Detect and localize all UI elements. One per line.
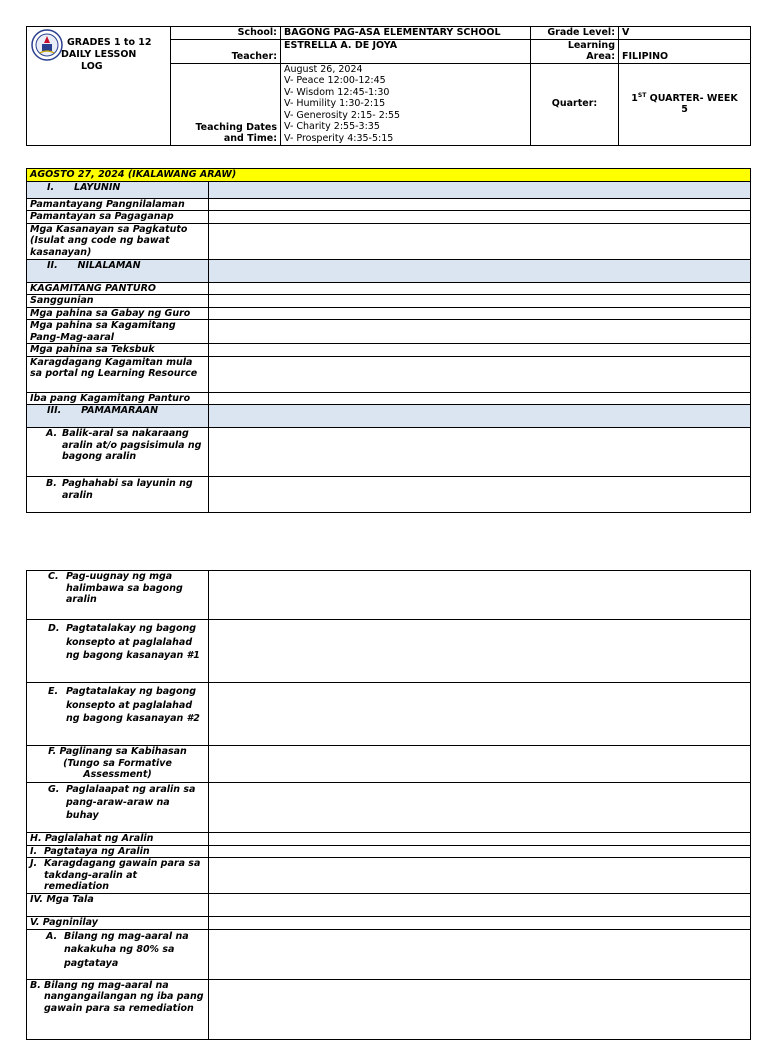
row-sanggunian: Sanggunian: [27, 295, 209, 308]
cell-pamantayang-pangnilalaman[interactable]: [209, 198, 751, 211]
cell-pagtatalakay-2[interactable]: [209, 683, 751, 746]
cell-karagdagang-gawain[interactable]: [209, 858, 751, 894]
schedule-line: V- Humility 1:30-2:15: [284, 98, 386, 109]
schedule-cell: [281, 63, 531, 145]
cell-pagtatalakay-1[interactable]: [209, 620, 751, 683]
schedule-line: V- Peace 12:00-12:45: [284, 75, 386, 86]
header-title-line: DAILY LESSON: [61, 49, 137, 60]
section-layunin-content: [209, 181, 751, 198]
row-kagamitang-panturo: KAGAMITANG PANTURO: [27, 282, 209, 295]
learning-area-value: FILIPINO: [619, 39, 751, 63]
learning-area-label-line: Area:: [586, 51, 615, 62]
schedule-line: V- Prosperity 4:35-5:15: [284, 132, 394, 144]
item-text: Pagtataya ng Aralin: [44, 845, 150, 857]
item-letter: J.: [30, 858, 38, 869]
item-text: Pag-uugnay ng mga halimbawa sa bagong aralin: [66, 571, 183, 605]
section-nilalaman: [27, 259, 209, 282]
row-gabay-ng-guro: Mga pahina sa Gabay ng Guro: [27, 307, 209, 320]
header-title-cell: [27, 27, 171, 146]
item-text: Bilang ng mag-aaral na nangangailangan ng iba pang gawain para sa remediation: [44, 979, 204, 1014]
section-number: II.: [47, 259, 58, 271]
row-pagtatalakay-1: [27, 620, 209, 683]
section-title: NILALAMAN: [77, 259, 141, 271]
cell-bilang-remediation[interactable]: [209, 979, 751, 1039]
teacher-label: Teacher:: [171, 39, 281, 63]
row-mga-tala: IV. Mga Tala: [27, 894, 209, 917]
cell-gabay-ng-guro[interactable]: [209, 307, 751, 320]
row-mga-kasanayan: Mga Kasanayan sa Pagkatuto (Isulat ang code ng bawat kasanayan): [27, 223, 209, 259]
item-letter: C.: [48, 571, 59, 582]
quarter-value: [619, 63, 751, 145]
row-teksbuk: Mga pahina sa Teksbuk: [27, 344, 209, 357]
grade-level-value: V: [619, 27, 751, 40]
quarter-superscript: ST: [637, 91, 647, 99]
row-paglalahat: H. Paglalahat ng Aralin: [27, 833, 209, 846]
cell-mga-tala[interactable]: [209, 894, 751, 917]
row-karagdagang-gawain: [27, 858, 209, 894]
cell-pag-uugnay[interactable]: [209, 571, 751, 620]
item-letter: A.: [46, 428, 58, 439]
header-title-line: GRADES 1 to 12: [67, 37, 152, 48]
item-letter: G.: [48, 784, 60, 795]
row-pagninilay: V. Pagninilay: [27, 917, 209, 930]
school-label: School:: [171, 27, 281, 40]
section-nilalaman-content: [209, 259, 751, 282]
cell-paglalahat[interactable]: [209, 833, 751, 846]
item-letter: I.: [30, 845, 38, 857]
item-letter: B.: [46, 478, 57, 489]
section-pamamaraan: [27, 405, 209, 428]
row-bilang-remediation: [27, 979, 209, 1039]
header-title: [61, 37, 159, 73]
item-text: Karagdagang gawain para sa takdang-aralin at remediation: [44, 858, 201, 892]
grade-level-label: Grade Level:: [531, 27, 619, 40]
row-pagtataya: [27, 845, 209, 858]
item-letter: A.: [46, 930, 58, 942]
item-text: Paghahabi sa layunin ng aralin: [62, 478, 193, 501]
item-text: Bilang ng mag-aaral na nakakuha ng 80% sa pagtataya: [64, 930, 189, 969]
cell-paglalaapat[interactable]: [209, 783, 751, 833]
section-number: III.: [47, 405, 62, 416]
row-iba-pang-kagamitan: Iba pang Kagamitang Panturo: [27, 392, 209, 405]
item-text: Pagtatalakay ng bagong konsepto at paglalahad ng bagong kasanayan #1: [66, 623, 200, 661]
teaching-dates-label-line: Teaching Dates: [195, 121, 277, 133]
cell-mga-kasanayan[interactable]: [209, 223, 751, 259]
item-text: Pagtatalakay ng bagong konsepto at paglalahad ng bagong kasanayan #2: [66, 686, 200, 724]
cell-sanggunian[interactable]: [209, 295, 751, 308]
cell-karagdagang-kagamitan[interactable]: [209, 356, 751, 392]
school-value: BAGONG PAG-ASA ELEMENTARY SCHOOL: [281, 27, 531, 40]
quarter-label: Quarter:: [531, 63, 619, 145]
item-text: Balik-aral sa nakaraang aralin at/o pagsisimula ng bagong aralin: [62, 428, 202, 462]
row-paglinang: F. Paglinang sa Kabihasan (Tungo sa Formative Assessment): [27, 746, 209, 783]
section-pamamaraan-content: [209, 405, 751, 428]
lesson-table-2: [26, 570, 751, 1040]
header-table: [26, 26, 751, 146]
cell-pamantayan-pagaganap[interactable]: [209, 211, 751, 224]
row-bilang-80: [27, 929, 209, 979]
lesson-table-1: [26, 168, 751, 513]
cell-bilang-80[interactable]: [209, 929, 751, 979]
item-letter: E.: [48, 686, 59, 697]
header-title-line: LOG: [81, 61, 103, 72]
cell-balik-aral[interactable]: [209, 428, 751, 477]
quarter-number: 1: [631, 92, 638, 104]
row-pamantayan-pagaganap: Pamantayan sa Pagaganap: [27, 211, 209, 224]
item-letter: D.: [48, 623, 60, 634]
section-layunin: [27, 181, 209, 198]
schedule-line: V- Wisdom 12:45-1:30: [284, 86, 390, 98]
learning-area-label-line: Learning: [567, 39, 615, 51]
row-balik-aral: [27, 428, 209, 477]
teacher-value: ESTRELLA A. DE JOYA: [281, 39, 531, 63]
cell-paglinang[interactable]: [209, 746, 751, 783]
row-pagtatalakay-2: [27, 683, 209, 746]
cell-teksbuk[interactable]: [209, 344, 751, 357]
teaching-dates-label-line: and Time:: [223, 133, 277, 144]
quarter-week: 5: [681, 104, 688, 115]
cell-kagamitang-mag-aaral[interactable]: [209, 320, 751, 344]
cell-paghahabi[interactable]: [209, 477, 751, 513]
section-number: I.: [47, 181, 55, 193]
row-pag-uugnay: [27, 571, 209, 620]
section-title: PAMAMARAAN: [81, 405, 159, 416]
cell-pagtataya[interactable]: [209, 845, 751, 858]
row-paglalaapat: [27, 783, 209, 833]
schedule-line: V- Charity 2:55-3:35: [284, 121, 380, 132]
item-letter: B.: [30, 979, 41, 991]
row-pamantayang-pangnilalaman: Pamantayang Pangnilalaman: [27, 198, 209, 211]
schedule-line: V- Generosity 2:15- 2:55: [284, 109, 401, 121]
section-title: LAYUNIN: [74, 181, 121, 193]
row-karagdagang-kagamitan: Karagdagang Kagamitan mula sa portal ng Learning Resource: [27, 356, 209, 392]
cell-pagninilay[interactable]: [209, 917, 751, 930]
item-text: Paglalaapat ng aralin sa pang-araw-araw na buhay: [66, 784, 196, 821]
cell-kagamitang-panturo[interactable]: [209, 282, 751, 295]
cell-iba-pang-kagamitan[interactable]: [209, 392, 751, 405]
day-title: AGOSTO 27, 2024 (IKALAWANG ARAW): [27, 169, 751, 182]
row-kagamitang-mag-aaral: Mga pahina sa Kagamitang Pang-Mag-aaral: [27, 320, 209, 344]
deped-seal-icon: [31, 29, 63, 61]
row-paghahabi: [27, 477, 209, 513]
schedule-line: August 26, 2024: [284, 63, 363, 75]
learning-area-label: [531, 39, 619, 63]
teaching-dates-label: [171, 63, 281, 145]
quarter-text: QUARTER- WEEK: [646, 92, 738, 104]
